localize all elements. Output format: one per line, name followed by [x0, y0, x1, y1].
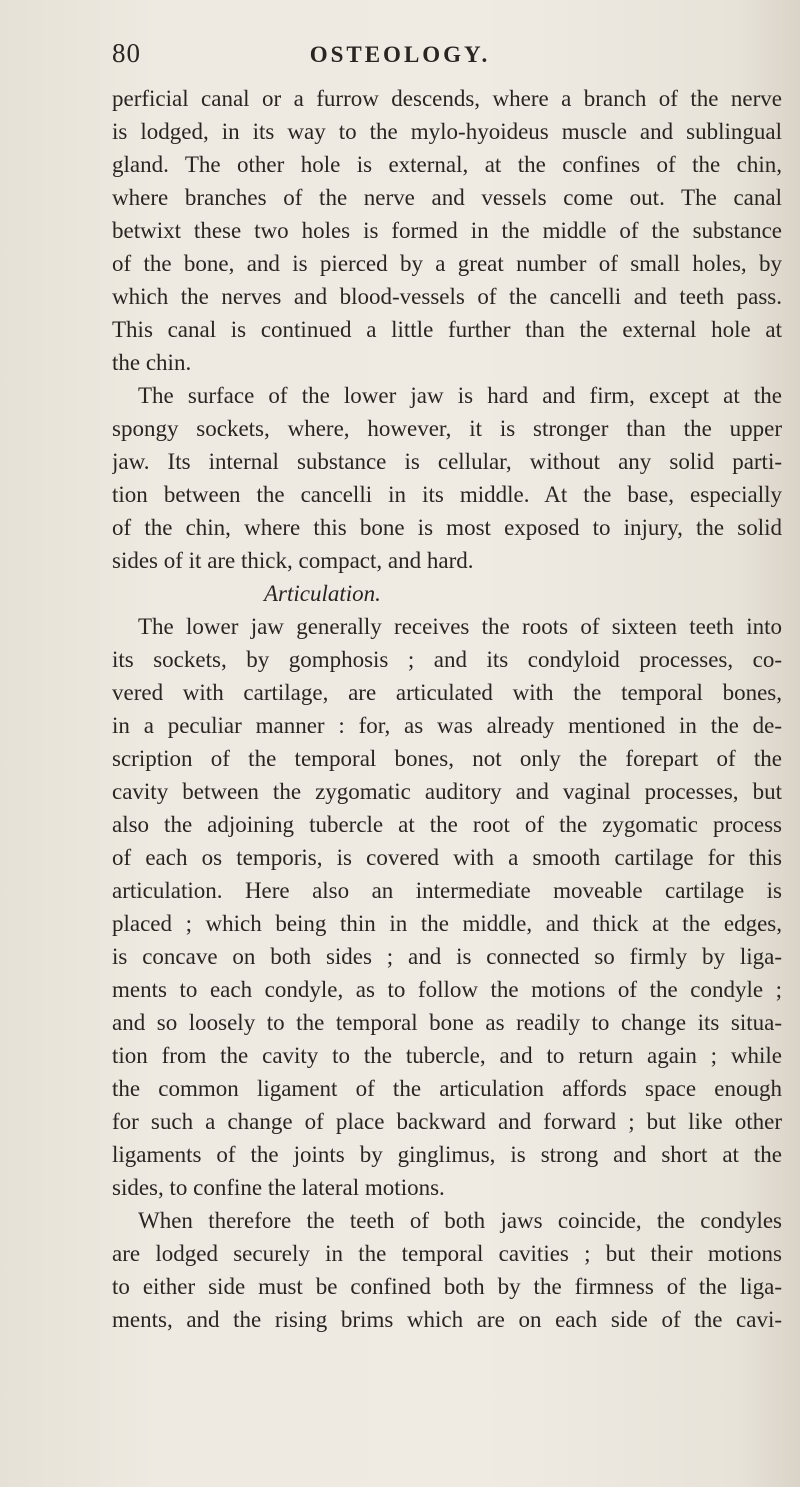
text-line: When therefore the teeth of both jaws coincide, the condyles [138, 1208, 782, 1233]
body-text [112, 82, 782, 1336]
text-line: its sockets, by gomphosis ; and its condyloid processes, co- [112, 647, 782, 672]
text-line: gland. The other hole is external, at the confines of the chin, [112, 152, 782, 177]
text-line: vered with cartilage, are articulated with the temporal bones, [112, 680, 782, 705]
text-line: which the nerves and blood-vessels of the cancelli and teeth pass. [112, 284, 782, 309]
text-line: of each os temporis, is covered with a smooth cartilage for this [112, 845, 782, 870]
text-line: the chin. [112, 350, 192, 375]
text-line: cavity between the zygomatic auditory and vaginal processes, but [112, 779, 782, 804]
text-line: jaw. Its internal substance is cellular, without any solid parti- [112, 449, 782, 474]
text-line: and so loosely to the temporal bone as readily to change its situa- [112, 1010, 782, 1035]
text-line: articulation. Here also an intermediate moveable cartilage is [112, 878, 782, 903]
page-header [0, 38, 800, 78]
text-line: the common ligament of the articulation affords space enough [112, 1076, 782, 1101]
text-line: perficial canal or a furrow descends, where a branch of the nerve [112, 86, 782, 111]
running-head: OSTEOLOGY. [309, 42, 491, 67]
text-line: to either side must be confined both by the firmness of the liga- [112, 1274, 782, 1299]
text-line: This canal is continued a little further than the external hole at [112, 317, 782, 342]
text-line: tion between the cancelli in its middle. At the base, especially [112, 482, 782, 507]
text-line: also the adjoining tubercle at the root of the zygomatic process [112, 812, 782, 837]
text-line: in a peculiar manner : for, as was already mentioned in the de- [112, 713, 782, 738]
text-line: The lower jaw generally receives the roots of sixteen teeth into [138, 614, 782, 639]
text-line: for such a change of place backward and forward ; but like other [112, 1109, 782, 1134]
text-line: is concave on both sides ; and is connected so firmly by liga- [112, 944, 782, 969]
text-line: ments, and the rising brims which are on each side of the cavi- [112, 1307, 782, 1332]
text-line: tion from the cavity to the tubercle, and to return again ; while [112, 1043, 782, 1068]
text-line: betwixt these two holes is formed in the middle of the substance [112, 218, 782, 243]
text-line: scription of the temporal bones, not only the forepart of the [112, 746, 782, 771]
text-line: spongy sockets, where, however, it is stronger than the upper [112, 416, 782, 441]
page-number: 80 [112, 38, 141, 68]
text-line: where branches of the nerve and vessels come out. The canal [112, 185, 782, 210]
section-heading: Articulation. [264, 581, 381, 606]
text-line: is lodged, in its way to the mylo-hyoideus muscle and sublingual [112, 119, 782, 144]
text-line: are lodged securely in the temporal cavities ; but their motions [112, 1241, 782, 1266]
text-line: sides of it are thick, compact, and hard. [112, 548, 474, 573]
text-line: sides, to confine the lateral motions. [112, 1175, 445, 1200]
text-line: of the bone, and is pierced by a great number of small holes, by [112, 251, 782, 276]
text-line: ligaments of the joints by ginglimus, is strong and short at the [112, 1142, 782, 1167]
text-line: ments to each condyle, as to follow the motions of the condyle ; [112, 977, 782, 1002]
text-line: placed ; which being thin in the middle, and thick at the edges, [112, 911, 782, 936]
text-line: The surface of the lower jaw is hard and firm, except at the [138, 383, 782, 408]
text-line: of the chin, where this bone is most exposed to injury, the solid [112, 515, 782, 540]
